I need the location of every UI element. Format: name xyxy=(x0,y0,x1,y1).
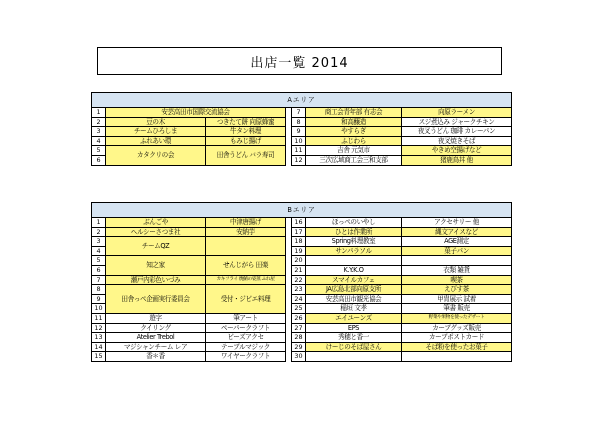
vendor-name: スマイルカフェ xyxy=(306,275,402,285)
vendor-item: 縄文アイスなど xyxy=(402,227,512,237)
vendor-item: カーブポストカード xyxy=(402,333,512,343)
table-row xyxy=(92,136,512,146)
stall-number: 3 xyxy=(92,127,106,137)
table-row xyxy=(92,323,512,333)
vendor-name: やすらぎ xyxy=(306,127,402,137)
vendor-item: 筆アート xyxy=(206,313,286,323)
vendor-item xyxy=(206,237,286,256)
stall-number: 6 xyxy=(92,155,106,165)
vendor-name: クイリング xyxy=(106,323,206,333)
vendor-name: チームひろしま xyxy=(106,127,206,137)
stall-number: 24 xyxy=(292,294,306,304)
vendor-name: カタクリの会 xyxy=(106,146,206,165)
vendor-name: ふれあい環 xyxy=(106,136,206,146)
stall-number: 5 xyxy=(92,256,106,266)
vendor-name: エイユーンズ xyxy=(306,313,402,323)
stall-number: 5 xyxy=(92,146,106,156)
stall-number: 23 xyxy=(292,285,306,295)
stall-number: 10 xyxy=(292,136,306,146)
stall-number: 27 xyxy=(292,323,306,333)
area-a xyxy=(91,92,511,166)
vendor-item: アクセサリー 他 xyxy=(402,218,512,228)
vendor-item: 甲胄展示 試着 xyxy=(402,294,512,304)
table-row xyxy=(92,342,512,352)
vendor-name: 遊字 xyxy=(106,313,206,323)
area-b-header: Bエリア xyxy=(92,203,512,218)
vendor-item: カーブグッズ販売 xyxy=(402,323,512,333)
stall-number: 4 xyxy=(92,136,106,146)
vendor-item: 菓子パン xyxy=(402,246,512,256)
vendor-item: 猪鹿鳥丼 他 xyxy=(402,155,512,165)
area-a-table xyxy=(91,92,512,166)
stall-number: 26 xyxy=(292,313,306,323)
vendor-item: 田舎うどん バラ寿司 xyxy=(206,146,286,165)
table-row xyxy=(92,313,512,323)
stall-number: 19 xyxy=(292,246,306,256)
vendor-name: 瀬戸内彩色いづみ xyxy=(106,275,206,285)
stall-number: 25 xyxy=(292,304,306,314)
vendor-name: Atelier Trebol xyxy=(106,333,206,343)
vendor-item: つきたて餅 向原蜂蜜 xyxy=(206,117,286,127)
stall-number: 9 xyxy=(292,127,306,137)
table-row xyxy=(92,285,512,295)
stall-number: 1 xyxy=(92,218,106,228)
vendor-item: ワイヤークラフト xyxy=(206,352,286,362)
vendor-name: サンパラソル xyxy=(306,246,402,256)
vendor-item: えびす茶 xyxy=(402,285,512,295)
stall-number: 17 xyxy=(292,227,306,237)
vendor-name: ほっぺのいやし xyxy=(306,218,402,228)
stall-number: 13 xyxy=(92,333,106,343)
stall-number: 20 xyxy=(292,256,306,266)
table-row xyxy=(92,333,512,343)
vendor-name: JA広島北部向原支所 xyxy=(306,285,402,295)
stall-number: 18 xyxy=(292,237,306,247)
vendor-name: けーじのそば屋さん xyxy=(306,342,402,352)
vendor-item: やきめ空揚げなど xyxy=(402,146,512,156)
vendor-item: テーブルマジック xyxy=(206,342,286,352)
vendor-name: ヘルシーさつま社 xyxy=(106,227,206,237)
stall-number: 11 xyxy=(92,313,106,323)
stall-number: 12 xyxy=(92,323,106,333)
vendor-name: 和高醸造 xyxy=(306,117,402,127)
vendor-item: 中津唐揚げ xyxy=(206,218,286,228)
stall-number: 2 xyxy=(92,117,106,127)
stall-number: 16 xyxy=(292,218,306,228)
stall-number: 28 xyxy=(292,333,306,343)
vendor-item xyxy=(402,256,512,266)
stall-number: 12 xyxy=(292,155,306,165)
vendor-name: ぶんごや xyxy=(106,218,206,228)
vendor-name: 商工会青年部 有志会 xyxy=(306,108,402,118)
vendor-name: マジシャンチーム レア xyxy=(106,342,206,352)
vendor-name: K.Y.K.O xyxy=(306,265,402,275)
area-b-table xyxy=(91,202,512,362)
vendor-item: そば粉を使ったお菓子 xyxy=(402,342,512,352)
vendor-name xyxy=(306,352,402,362)
vendor-name: EPS xyxy=(306,323,402,333)
stall-number: 11 xyxy=(292,146,306,156)
stall-number: 6 xyxy=(92,265,106,275)
vendor-name: 安芸高田市国際交流協会 xyxy=(106,108,286,118)
stall-number: 22 xyxy=(292,275,306,285)
vendor-item: せんじがら 田楽 xyxy=(206,256,286,275)
table-row xyxy=(92,256,512,266)
vendor-name: 吉舎 元気市 xyxy=(306,146,402,156)
vendor-item: 衣類 雑貨 xyxy=(402,265,512,275)
vendor-item: スジ煮込み ジャークチキン xyxy=(402,117,512,127)
stall-number: 9 xyxy=(92,294,106,304)
stall-number: 14 xyxy=(92,342,106,352)
stall-number: 3 xyxy=(92,237,106,247)
table-row xyxy=(92,117,512,127)
vendor-item: 夜叉焼きそば xyxy=(402,136,512,146)
table-row xyxy=(92,127,512,137)
vendor-name: 香＊香 xyxy=(106,352,206,362)
vendor-item: 夜叉うどん 珈琲 カレーパン xyxy=(402,127,512,137)
vendor-item: 喫茶 xyxy=(402,275,512,285)
vendor-item: 牛タン料理 xyxy=(206,127,286,137)
stall-number: 8 xyxy=(92,285,106,295)
table-row xyxy=(92,237,512,247)
table-row xyxy=(92,146,512,156)
vendor-name: 稲垣 文孝 xyxy=(306,304,402,314)
stall-number: 21 xyxy=(292,265,306,275)
stall-number: 10 xyxy=(92,304,106,314)
stall-number: 2 xyxy=(92,227,106,237)
vendor-name: チームQZ xyxy=(106,237,206,256)
vendor-name: 田舎っぺ企画実行委員会 xyxy=(106,285,206,314)
vendor-item: カキフライ 焼鯖の姿蒸 ふれ屋 xyxy=(206,275,286,285)
vendor-name: 豆の木 xyxy=(106,117,206,127)
vendor-name: ふじわら xyxy=(306,136,402,146)
vendor-item: 受付・ジビエ料理 xyxy=(206,285,286,314)
vendor-item: 安納芋 xyxy=(206,227,286,237)
vendor-name: Spring料理教室 xyxy=(306,237,402,247)
table-row xyxy=(92,108,512,118)
vendor-item: 野菜や果物を使ったデザート xyxy=(402,313,512,323)
area-b xyxy=(91,202,511,362)
stall-number: 7 xyxy=(92,275,106,285)
stall-number: 29 xyxy=(292,342,306,352)
vendor-item: AGE測定 xyxy=(402,237,512,247)
area-a-header: Aエリア xyxy=(92,93,512,108)
stall-number: 1 xyxy=(92,108,106,118)
vendor-name: 秀穂と香一 xyxy=(306,333,402,343)
page-title: 出店一覧 2014 xyxy=(97,47,502,75)
vendor-name: 安芸高田市観光協会 xyxy=(306,294,402,304)
vendor-item: ビーズアクセ xyxy=(206,333,286,343)
stall-number: 4 xyxy=(92,246,106,256)
table-row xyxy=(92,218,512,228)
vendor-item: 向原ラーメン xyxy=(402,108,512,118)
stall-number: 8 xyxy=(292,117,306,127)
stall-number: 15 xyxy=(92,352,106,362)
stall-number: 30 xyxy=(292,352,306,362)
table-row xyxy=(92,275,512,285)
table-row xyxy=(92,352,512,362)
vendor-item: 筆書 販売 xyxy=(402,304,512,314)
stall-number: 7 xyxy=(292,108,306,118)
vendor-name: 知之家 xyxy=(106,256,206,275)
vendor-name: ひとは作業所 xyxy=(306,227,402,237)
vendor-item: もみじ揚げ xyxy=(206,136,286,146)
vendor-item: ペーパークラフト xyxy=(206,323,286,333)
vendor-name: 三次広域商工会三和支部 xyxy=(306,155,402,165)
table-row xyxy=(92,227,512,237)
vendor-item xyxy=(402,352,512,362)
vendor-name xyxy=(306,256,402,266)
